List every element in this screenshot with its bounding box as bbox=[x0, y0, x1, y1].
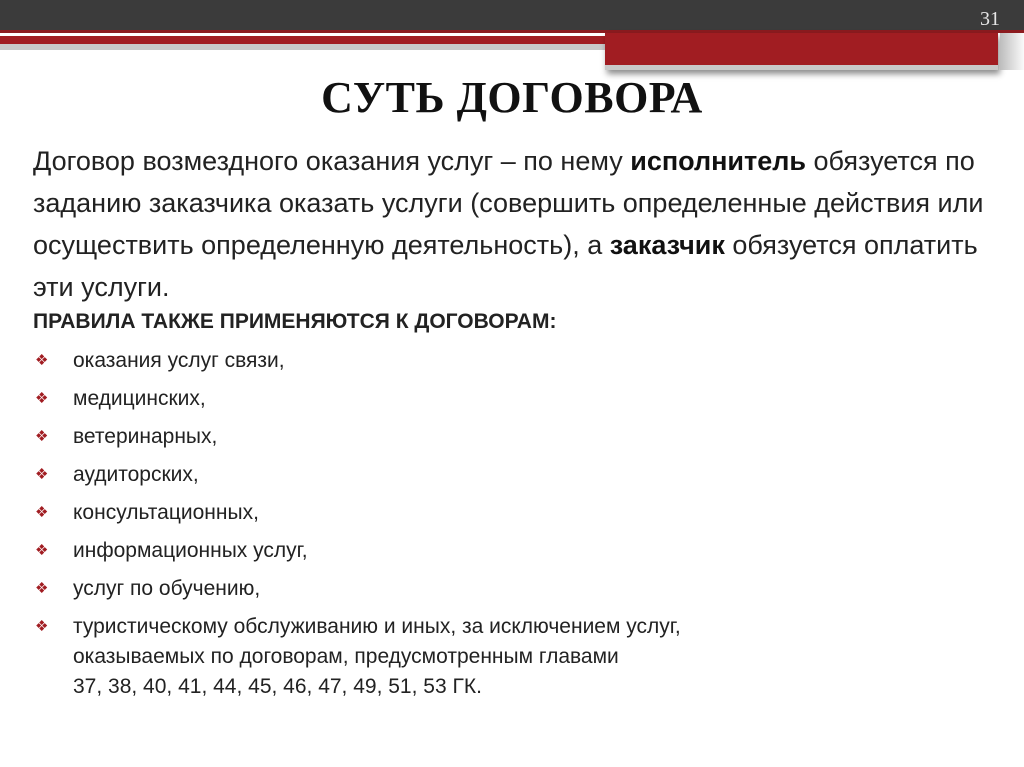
header-dark-band bbox=[0, 0, 1024, 30]
slide-number: 31 bbox=[980, 8, 1000, 30]
list-item bbox=[33, 422, 993, 452]
diamond-bullet-icon: ❖ bbox=[35, 466, 49, 483]
list-item-text: информационных услуг, bbox=[73, 539, 308, 562]
header-red-band bbox=[0, 36, 605, 44]
intro-text-part3: обязуется оплатить эти услуги. bbox=[33, 230, 978, 302]
intro-paragraph bbox=[33, 140, 1023, 308]
diamond-bullet-icon: ❖ bbox=[35, 504, 49, 521]
list-item bbox=[33, 346, 993, 376]
list-item-text: ветеринарных, bbox=[73, 425, 218, 448]
intro-text-part1: Договор возмездного оказания услуг – по нему bbox=[33, 146, 631, 176]
list-item-line: 37, 38, 40, 41, 44, 45, 46, 47, 49, 51, 53 ГК. bbox=[73, 675, 482, 698]
bullet-list bbox=[33, 346, 993, 710]
list-item bbox=[33, 536, 993, 566]
diamond-bullet-icon: ❖ bbox=[35, 352, 49, 369]
slide-number-tab bbox=[605, 33, 998, 70]
intro-text-part2: обязуется по заданию заказчика оказать услуги (совершить определенные действия или осуществить определенную деятельность), а bbox=[33, 146, 984, 260]
list-item-text: медицинских, bbox=[73, 387, 206, 410]
list-item bbox=[33, 574, 993, 604]
intro-executor-term: исполнитель bbox=[630, 146, 807, 176]
intro-customer-term: заказчик bbox=[609, 230, 725, 260]
diamond-bullet-icon: ❖ bbox=[35, 390, 49, 407]
diamond-bullet-icon: ❖ bbox=[35, 618, 49, 635]
list-item bbox=[33, 460, 993, 490]
header-gray-band bbox=[0, 44, 605, 50]
list-item-line: оказываемых по договорам, предусмотренным главами bbox=[73, 645, 619, 668]
list-item-text: консультационных, bbox=[73, 501, 259, 524]
page-title: СУТЬ ДОГОВОРА bbox=[321, 73, 703, 122]
list-item bbox=[33, 384, 993, 414]
list-item-text bbox=[73, 612, 993, 702]
diamond-bullet-icon: ❖ bbox=[35, 542, 49, 559]
list-item-text: аудиторских, bbox=[73, 463, 199, 486]
diamond-bullet-icon: ❖ bbox=[35, 580, 49, 597]
list-item-text: услуг по обучению, bbox=[73, 577, 261, 600]
diamond-bullet-icon: ❖ bbox=[35, 428, 49, 445]
list-item-line: туристическому обслуживанию и иных, за исключением услуг, bbox=[73, 615, 681, 638]
rules-heading: ПРАВИЛА ТАКЖЕ ПРИМЕНЯЮТСЯ К ДОГОВОРАМ: bbox=[33, 310, 557, 333]
list-item bbox=[33, 612, 993, 702]
list-item-text: оказания услуг связи, bbox=[73, 349, 285, 372]
list-item bbox=[33, 498, 993, 528]
